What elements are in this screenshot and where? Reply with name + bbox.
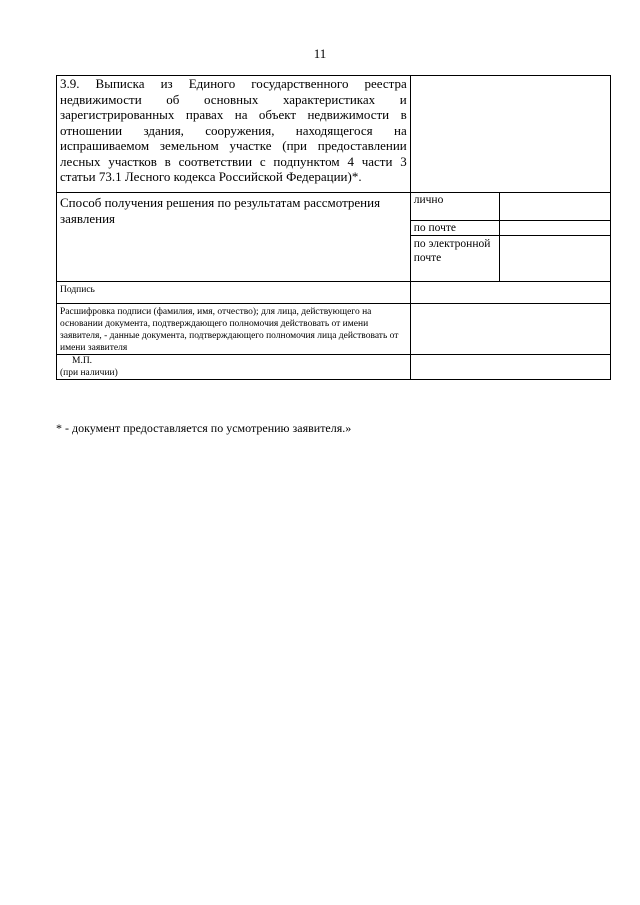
row-receipt-method xyxy=(57,193,611,282)
option-email-checkbox[interactable] xyxy=(499,235,610,281)
item-3-9-mark-cell[interactable] xyxy=(410,76,610,193)
signature-decoding-field[interactable] xyxy=(410,304,610,355)
row-signature-decoding xyxy=(57,304,611,355)
option-mail-checkbox[interactable] xyxy=(499,220,610,235)
option-mail-label: по почте xyxy=(411,220,500,235)
stamp-cell xyxy=(57,355,411,380)
stamp-note: (при наличии) xyxy=(60,368,118,378)
stamp-label: М.П. xyxy=(72,356,93,366)
option-personal-label: лично xyxy=(411,193,500,220)
item-3-9-text: 3.9. Выписка из Единого государственного реестра недвижимости об основных характеристиках и зарегистрированных правах на объект недвижимости в отношении здания, сооружения, находящегося на испрашиваемом земельном участке (при предоставлении лесных участков в соответствии с подпунктом 4 части 3 статьи 73.1 Лесного кодекса Российской Федерации)*. xyxy=(57,76,411,193)
receipt-method-label: Способ получения решения по результатам рассмотрения заявления xyxy=(57,193,411,282)
row-signature xyxy=(57,282,611,304)
stamp-field[interactable] xyxy=(410,355,610,380)
signature-decoding-label: Расшифровка подписи (фамилия, имя, отчество); для лица, действующего на основании документа, подтверждающего полномочия действовать от имени заявителя, - данные документа, подтверждающего полномочия лица действовать от имени заявителя xyxy=(57,304,411,355)
footnote: * - документ предоставляется по усмотрению заявителя.» xyxy=(56,421,352,435)
option-row-email xyxy=(411,235,610,281)
receipt-method-options-table xyxy=(411,193,610,281)
signature-label: Подпись xyxy=(57,282,411,304)
application-form-table xyxy=(56,75,611,380)
option-email-label: по электронной почте xyxy=(411,235,500,281)
page-number: 11 xyxy=(313,46,327,61)
option-row-mail xyxy=(411,220,610,235)
option-row-personal xyxy=(411,193,610,220)
signature-field[interactable] xyxy=(410,282,610,304)
option-personal-checkbox[interactable] xyxy=(499,193,610,220)
row-item-3-9 xyxy=(57,76,611,193)
row-stamp xyxy=(57,355,611,380)
receipt-method-options xyxy=(410,193,610,282)
